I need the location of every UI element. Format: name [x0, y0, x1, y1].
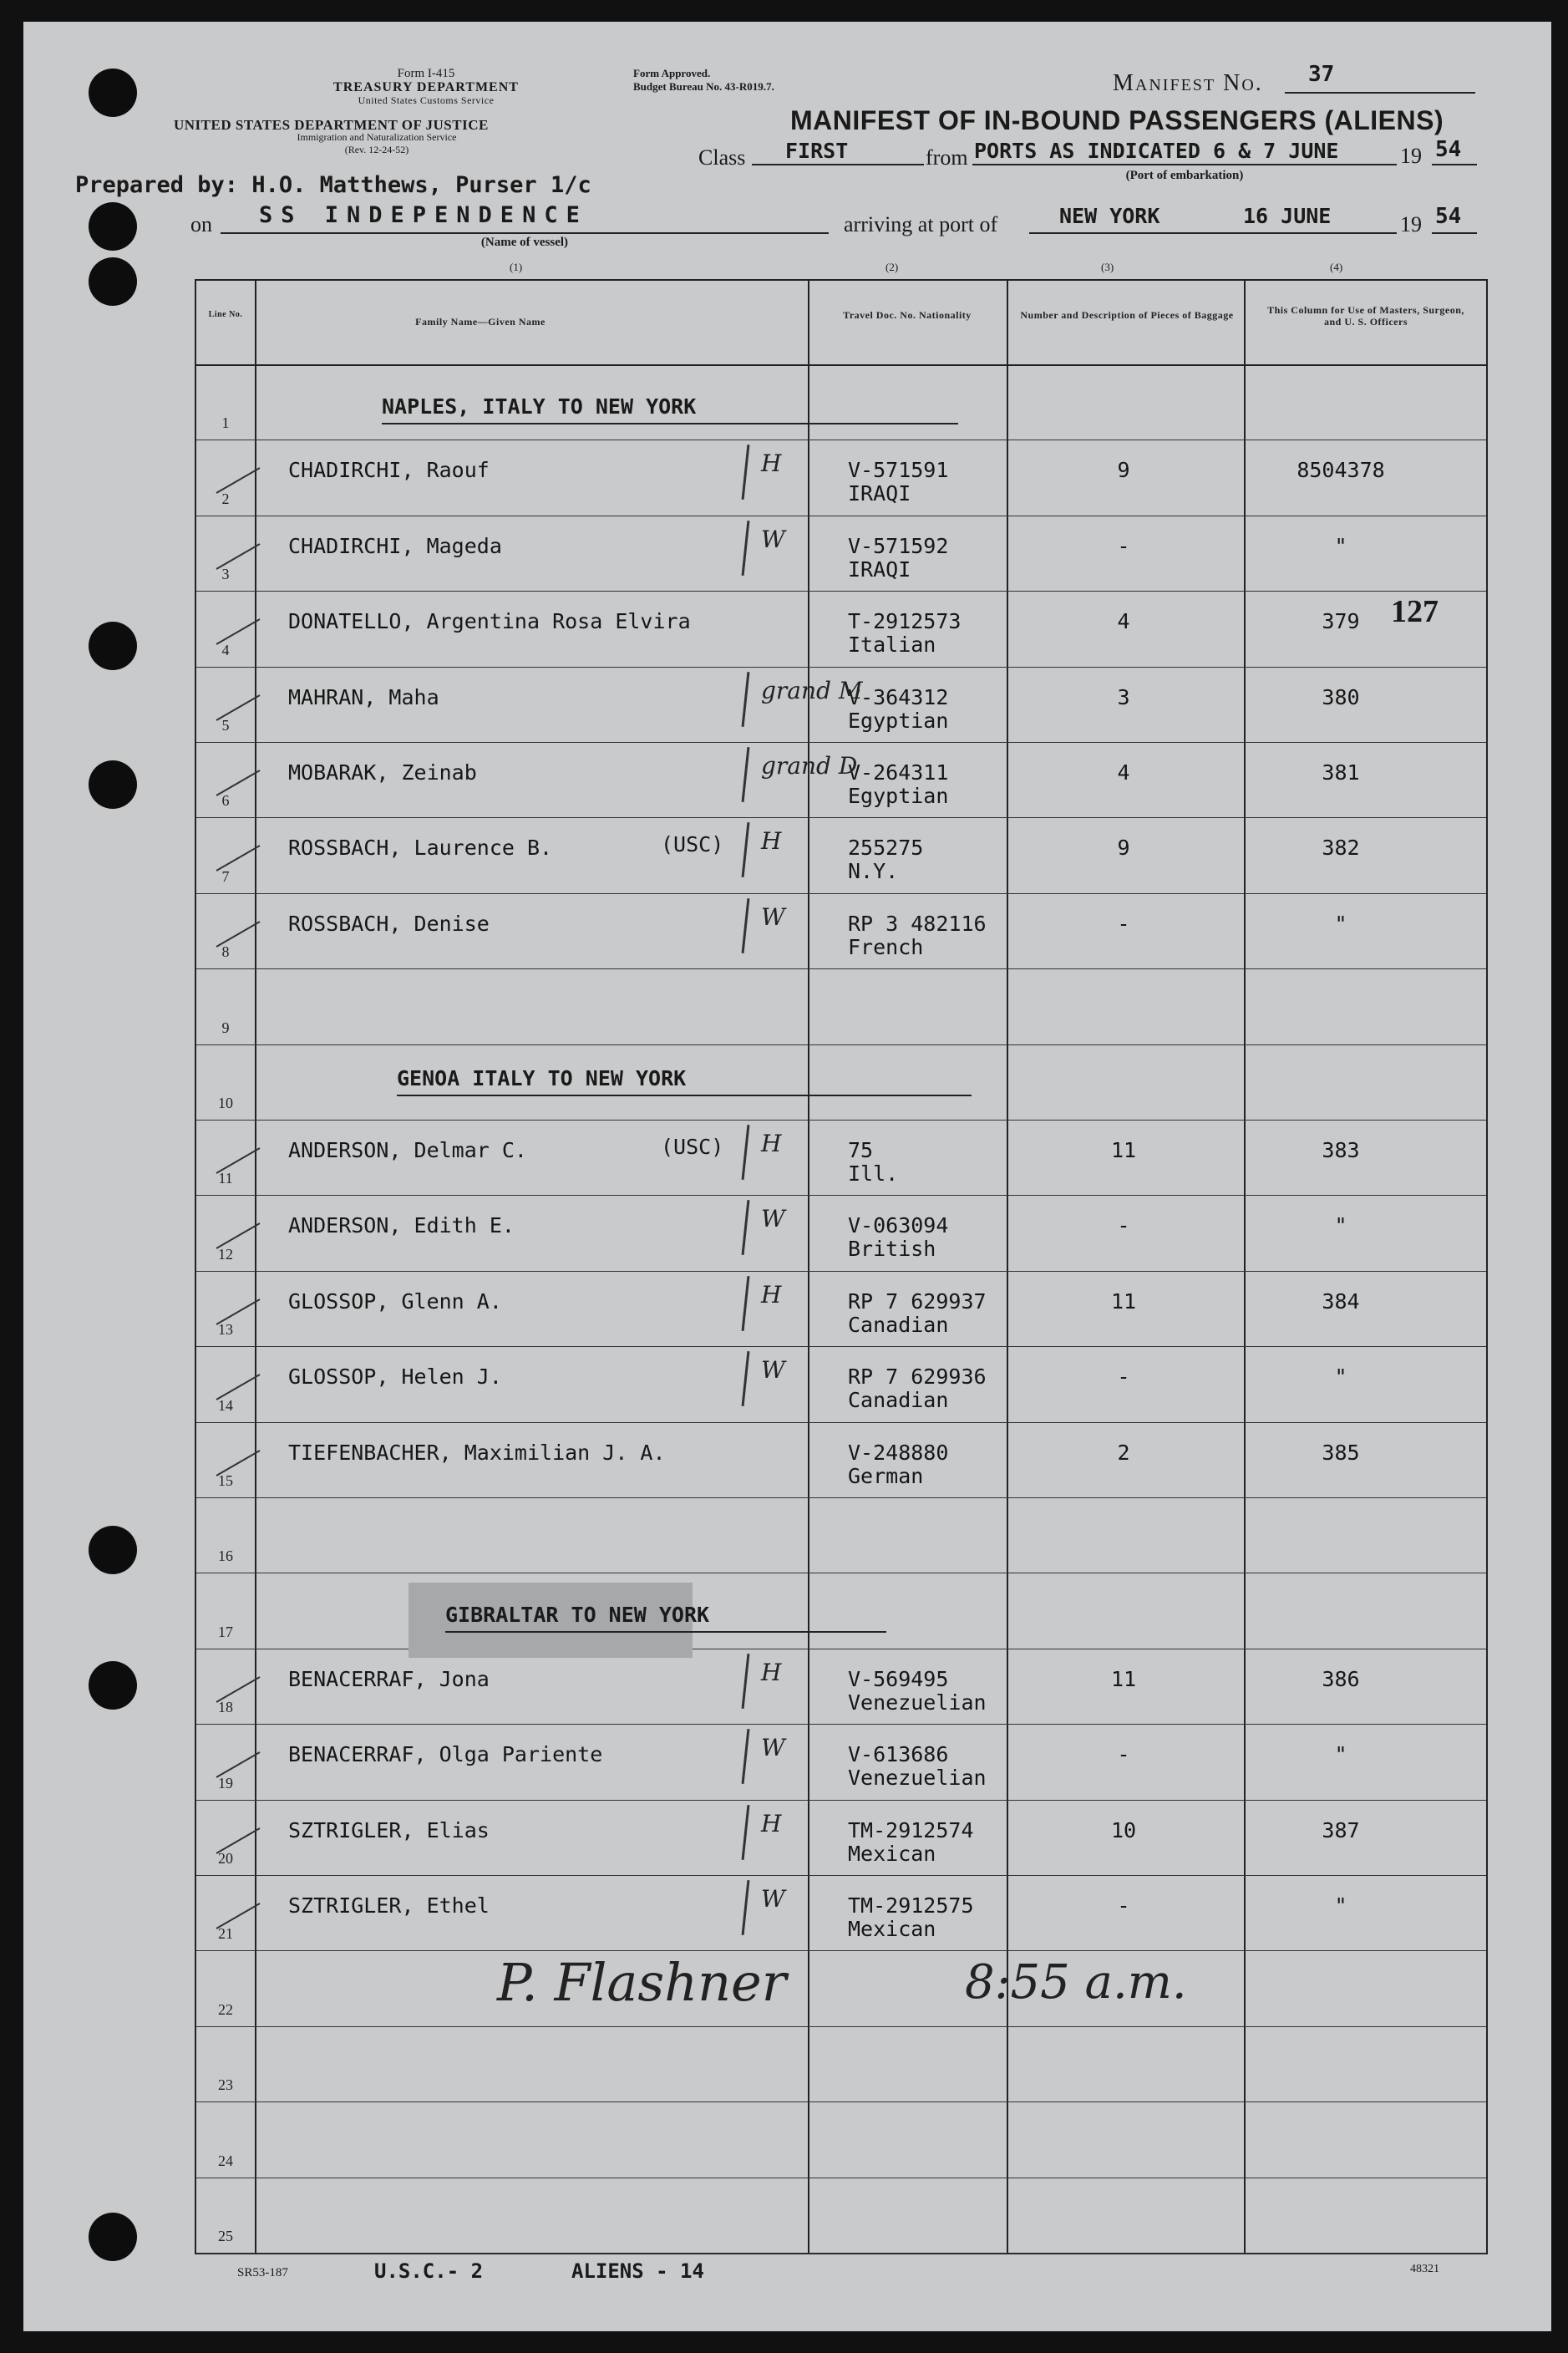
binder-hole — [89, 622, 137, 670]
row-divider — [196, 2253, 1486, 2254]
line-number: 13 — [218, 1321, 233, 1339]
row-divider — [196, 1724, 1486, 1725]
baggage-count: 10 — [1110, 1817, 1137, 1842]
prepared-by: Prepared by: H.O. Matthews, Purser 1/c — [75, 172, 591, 198]
from-underline — [972, 164, 1397, 165]
line-number: 12 — [218, 1245, 233, 1263]
year-prefix: 19 — [1400, 144, 1422, 168]
row-divider — [196, 1120, 1486, 1121]
ins-line: Immigration and Naturalization Service — [297, 131, 457, 143]
binder-hole — [89, 1661, 137, 1710]
baggage-count: 9 — [1117, 458, 1130, 483]
baggage-count: - — [1117, 1365, 1130, 1390]
travel-doc-number: 255275 — [848, 836, 924, 861]
relationship-bracket — [742, 747, 750, 802]
embarkation-caption: (Port of embarkation) — [1125, 169, 1244, 182]
nationality: French — [848, 934, 924, 959]
line-number: 8 — [221, 943, 230, 961]
nationality: Venezuelian — [848, 1690, 987, 1715]
officer-note: 380 — [1322, 684, 1360, 709]
officer-note: 386 — [1322, 1666, 1360, 1691]
officer-note: " — [1334, 533, 1347, 558]
binder-hole — [89, 1526, 137, 1574]
section-underline — [397, 1095, 972, 1096]
arriving-underline — [1029, 232, 1397, 234]
line-number: 19 — [218, 1774, 233, 1791]
row-divider — [196, 1271, 1486, 1272]
relationship-mark: W — [761, 1734, 785, 1762]
baggage-count: - — [1117, 911, 1130, 936]
travel-doc-number: V-569495 — [848, 1666, 949, 1691]
officer-note: " — [1334, 1213, 1347, 1238]
relationship-bracket — [742, 672, 750, 727]
travel-doc-number: V-248880 — [848, 1440, 949, 1465]
footer-aliens-count: ALIENS - 14 — [571, 2259, 704, 2283]
from-value: PORTS AS INDICATED 6 & 7 JUNE — [974, 139, 1339, 163]
scan-border-left — [0, 0, 23, 2353]
nationality: IRAQI — [848, 481, 911, 506]
passenger-name: GLOSSOP, Helen J. — [288, 1365, 502, 1390]
usc-marker: (USC) — [661, 1135, 724, 1159]
officers-header: This Column for Use of Masters, Surgeon, and U. S. Officers — [1267, 304, 1464, 328]
line-number: 4 — [221, 641, 230, 658]
travel-doc-number: TM-2912574 — [848, 1817, 974, 1842]
line-number: 15 — [218, 1472, 233, 1489]
manifest-no-label: Manifest No. — [1113, 70, 1263, 96]
nationality: German — [848, 1463, 924, 1488]
line-number: 3 — [221, 566, 230, 583]
year-value: 54 — [1435, 137, 1462, 162]
manifest-no-underline — [1285, 92, 1475, 94]
col-divider — [255, 281, 256, 2253]
row-divider — [196, 1950, 1486, 1951]
passenger-name: MAHRAN, Maha — [288, 684, 439, 709]
passenger-name: DONATELLO, Argentina Rosa Elvira — [288, 609, 691, 634]
nationality: Mexican — [848, 1917, 936, 1941]
relationship-mark: H — [761, 1280, 782, 1309]
relationship-mark: W — [761, 902, 785, 931]
baggage-header: Number and Description of Pieces of Baggage — [1020, 309, 1234, 321]
travel-doc-number: T-2912573 — [848, 609, 962, 634]
relationship-mark: W — [761, 1205, 785, 1233]
section-gibraltar: GIBRALTAR TO NEW YORK — [445, 1603, 710, 1627]
row-divider — [196, 742, 1486, 743]
row-divider — [196, 1497, 1486, 1498]
col-divider — [1244, 281, 1246, 2253]
travel-doc-number: V-063094 — [848, 1213, 949, 1238]
col-divider — [808, 281, 809, 2253]
manifest-title: MANIFEST OF IN-BOUND PASSENGERS (ALIENS) — [790, 105, 1444, 135]
officer-note: " — [1334, 1893, 1347, 1918]
baggage-count: 11 — [1110, 1288, 1137, 1314]
nationality: Venezuelian — [848, 1766, 987, 1791]
officer-note: 383 — [1322, 1138, 1360, 1162]
vessel-caption: (Name of vessel) — [480, 236, 569, 249]
travel-header: Travel Doc. No. Nationality — [843, 309, 972, 321]
row-divider — [196, 968, 1486, 969]
section-underline — [445, 1631, 886, 1633]
line-number: 14 — [218, 1396, 233, 1414]
passenger-name: CHADIRCHI, Raouf — [288, 458, 490, 483]
binder-hole — [89, 69, 137, 117]
budget-bureau: Budget Bureau No. 43-R019.7. — [633, 80, 774, 93]
officer-note: 382 — [1322, 836, 1360, 861]
manifest-no-value: 37 — [1308, 62, 1335, 87]
row-divider — [196, 893, 1486, 894]
baggage-count: 2 — [1117, 1440, 1130, 1465]
officer-note: " — [1334, 1742, 1347, 1767]
arriving-year-prefix: 19 — [1400, 212, 1422, 236]
class-value: FIRST — [785, 139, 849, 163]
arriving-label: arriving at port of — [844, 212, 998, 236]
passenger-name: MOBARAK, Zeinab — [288, 760, 477, 785]
passenger-name: TIEFENBACHER, Maximilian J. A. — [288, 1440, 666, 1465]
nationality: N.Y. — [848, 859, 899, 884]
line-number: 23 — [218, 2076, 233, 2094]
line-number: 17 — [218, 1623, 233, 1640]
baggage-count: - — [1117, 533, 1130, 558]
line-number: 2 — [221, 490, 230, 507]
col4-number: (4) — [1330, 261, 1343, 273]
nationality: IRAQI — [848, 556, 911, 582]
travel-doc-number: V-571591 — [848, 458, 949, 483]
handwritten-time: 8:55 a.m. — [965, 1955, 1187, 2010]
relationship-mark: W — [761, 1356, 785, 1385]
class-underline — [752, 164, 924, 165]
customs-line: United States Customs Service — [358, 94, 495, 106]
row-divider — [196, 1875, 1486, 1876]
relationship-bracket — [742, 1351, 750, 1406]
nationality: Ill. — [848, 1161, 899, 1186]
col1-number: (1) — [510, 261, 523, 273]
line-number: 16 — [218, 1547, 233, 1565]
relationship-mark: H — [761, 1809, 782, 1837]
travel-doc-number: RP 7 629937 — [848, 1288, 987, 1314]
nationality: Egyptian — [848, 784, 949, 808]
relationship-bracket — [742, 1200, 750, 1255]
line-number: 7 — [221, 867, 230, 885]
arriving-date: 16 JUNE — [1243, 204, 1332, 228]
passenger-name: CHADIRCHI, Mageda — [288, 533, 502, 558]
nationality: Egyptian — [848, 708, 949, 733]
passenger-name: BENACERRAF, Olga Pariente — [288, 1742, 603, 1767]
relationship-bracket — [742, 1880, 750, 1935]
vessel-name: SS INDEPENDENCE — [259, 202, 588, 228]
header-divider — [196, 364, 1486, 366]
relationship-bracket — [742, 822, 750, 877]
officer-note: 387 — [1322, 1817, 1360, 1842]
passenger-name: BENACERRAF, Jona — [288, 1666, 490, 1691]
binder-hole — [89, 2213, 137, 2261]
relationship-mark: grand M — [761, 676, 863, 704]
line-number: 24 — [218, 2152, 233, 2169]
line-number: 20 — [218, 1850, 233, 1867]
arriving-port: NEW YORK — [1059, 204, 1160, 228]
nationality: British — [848, 1237, 936, 1262]
relationship-bracket — [742, 445, 750, 500]
relationship-bracket — [742, 1805, 750, 1860]
officer-note: 379 — [1322, 609, 1360, 634]
nationality: Canadian — [848, 1388, 949, 1413]
row-divider — [196, 1422, 1486, 1423]
doj-line: UNITED STATES DEPARTMENT OF JUSTICE — [174, 117, 489, 133]
form-approved: Form Approved. — [633, 67, 711, 79]
travel-doc-number: V-613686 — [848, 1742, 949, 1767]
line-number: 22 — [218, 2000, 233, 2018]
relationship-bracket — [742, 521, 750, 576]
nationality: Italian — [848, 633, 936, 658]
baggage-count: 11 — [1110, 1666, 1137, 1691]
passenger-name: ANDERSON, Edith E. — [288, 1213, 515, 1238]
baggage-count: - — [1117, 1213, 1130, 1238]
nationality: Canadian — [848, 1312, 949, 1337]
form-number: Form I-415 — [397, 67, 455, 80]
officer-note: 8504378 — [1297, 458, 1385, 483]
travel-doc-number: 75 — [848, 1138, 874, 1162]
nationality: Mexican — [848, 1841, 936, 1866]
relationship-bracket — [742, 898, 750, 953]
col2-number: (2) — [885, 261, 899, 273]
relationship-mark: H — [761, 1130, 782, 1157]
col3-number: (3) — [1101, 261, 1114, 273]
section-genoa: GENOA ITALY TO NEW YORK — [397, 1066, 687, 1090]
line-no-header: Line No. — [208, 310, 243, 319]
section-underline — [382, 423, 958, 424]
travel-doc-number: V-571592 — [848, 533, 949, 558]
row-divider — [196, 591, 1486, 592]
relationship-bracket — [742, 1276, 750, 1331]
line-number: 18 — [218, 1699, 233, 1716]
passenger-name: ANDERSON, Delmar C. — [288, 1138, 527, 1162]
handwritten-signature: P. Flashner — [497, 1952, 787, 2013]
baggage-count: 4 — [1117, 760, 1130, 785]
binder-hole — [89, 760, 137, 809]
manifest-table — [195, 279, 1488, 2254]
binder-hole — [89, 202, 137, 251]
class-label: Class — [698, 145, 746, 170]
footer-ref: 48321 — [1410, 2263, 1439, 2275]
row-divider — [196, 2026, 1486, 2027]
line-number: 25 — [218, 2228, 233, 2244]
on-label: on — [190, 212, 212, 236]
travel-doc-number: RP 7 629936 — [848, 1365, 987, 1390]
officer-note: 381 — [1322, 760, 1360, 785]
row-divider — [196, 1346, 1486, 1347]
usc-marker: (USC) — [661, 832, 724, 857]
baggage-count: - — [1117, 1893, 1130, 1918]
scan-border-bottom — [0, 2331, 1568, 2353]
relationship-mark: H — [761, 1658, 782, 1686]
passenger-name: SZTRIGLER, Ethel — [288, 1893, 490, 1918]
line-number: 5 — [221, 717, 230, 734]
scan-border-top — [0, 0, 1568, 22]
row-divider — [196, 1800, 1486, 1801]
section-naples: NAPLES, ITALY TO NEW YORK — [382, 394, 697, 419]
passenger-name: SZTRIGLER, Elias — [288, 1817, 490, 1842]
row-divider — [196, 1195, 1486, 1196]
line-number: 6 — [221, 792, 230, 810]
arriving-year: 54 — [1435, 204, 1462, 229]
handwritten-number: 127 — [1391, 594, 1439, 629]
footer-form-code: SR53-187 — [237, 2266, 288, 2279]
treasury-line: TREASURY DEPARTMENT — [333, 80, 519, 94]
relationship-bracket — [742, 1729, 750, 1784]
row-divider — [196, 1044, 1486, 1045]
from-label: from — [926, 145, 968, 170]
year-underline — [1432, 164, 1477, 165]
binder-hole — [89, 257, 137, 306]
officer-note: " — [1334, 911, 1347, 936]
row-divider — [196, 2101, 1486, 2102]
officer-note: 384 — [1322, 1288, 1360, 1314]
scan-border-right — [1551, 0, 1568, 2353]
passenger-name: ROSSBACH, Denise — [288, 911, 490, 936]
relationship-mark: H — [761, 450, 782, 478]
relationship-mark: H — [761, 827, 782, 856]
officer-note: 385 — [1322, 1440, 1360, 1465]
arriving-year-underline — [1432, 232, 1477, 234]
row-divider — [196, 817, 1486, 818]
relationship-mark: W — [761, 525, 785, 553]
vessel-underline — [221, 232, 829, 234]
footer-usc-count: U.S.C.- 2 — [374, 2259, 484, 2283]
row-divider — [196, 667, 1486, 668]
baggage-count: 4 — [1117, 609, 1130, 634]
relationship-mark: grand D — [761, 752, 858, 780]
travel-doc-number: RP 3 482116 — [848, 911, 987, 936]
passenger-name: ROSSBACH, Laurence B. — [288, 836, 553, 861]
travel-doc-number: V-264311 — [848, 760, 949, 785]
line-number: 11 — [218, 1170, 233, 1187]
rev-line: (Rev. 12-24-52) — [344, 144, 409, 155]
travel-doc-number: V-364312 — [848, 684, 949, 709]
travel-doc-number: TM-2912575 — [848, 1893, 974, 1918]
baggage-count: - — [1117, 1742, 1130, 1767]
name-header: Family Name—Given Name — [415, 316, 546, 328]
officer-note: " — [1334, 1365, 1347, 1390]
baggage-count: 11 — [1110, 1138, 1137, 1162]
passenger-name: GLOSSOP, Glenn A. — [288, 1288, 502, 1314]
relationship-bracket — [742, 1125, 750, 1180]
baggage-count: 9 — [1117, 836, 1130, 861]
relationship-bracket — [742, 1654, 750, 1709]
baggage-count: 3 — [1117, 684, 1130, 709]
line-number: 9 — [221, 1019, 230, 1036]
line-number: 1 — [221, 414, 230, 432]
line-number: 10 — [218, 1095, 233, 1111]
relationship-mark: W — [761, 1885, 785, 1913]
line-number: 21 — [218, 1925, 233, 1943]
